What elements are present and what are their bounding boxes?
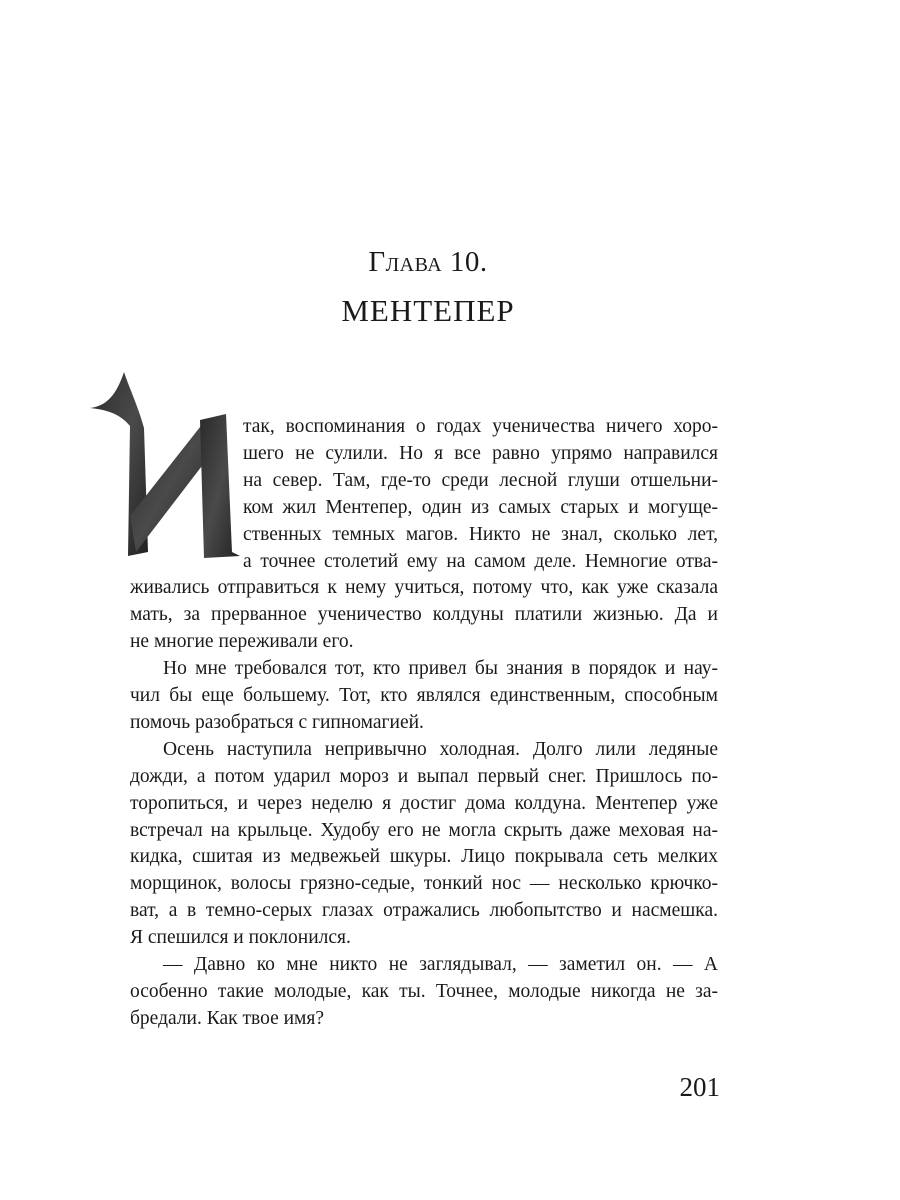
text-line: шего не сулили. Но я все равно упрямо направился — [243, 442, 718, 464]
text-line: Я спешился и поклонился. — [130, 927, 351, 949]
text-line: морщинок, волосы грязно-седые, тонкий нос — несколько крючко- — [130, 873, 718, 895]
text-line: кидка, сшитая из медвежьей шкуры. Лицо покрывала сеть мелких — [130, 846, 718, 868]
text-line: ват, а в темно-серых глазах отражались любопытство и насмешка. — [130, 900, 718, 922]
drop-cap-letter — [86, 366, 246, 566]
text-line: дожди, а потом ударил мороз и выпал первый снег. Пришлось по- — [130, 765, 718, 787]
text-line: живались отправиться к нему учиться, потому что, как уже сказала — [130, 577, 718, 599]
chapter-label: Глава 10. — [368, 246, 488, 278]
text-line: особенно такие молодые, как ты. Точнее, молодые никогда не за- — [130, 980, 718, 1002]
text-line: ком жил Ментепер, один из самых старых и могуще- — [243, 496, 718, 518]
text-line: на север. Там, где-то среди лесной глуши отшельни- — [243, 469, 718, 491]
text-line: не многие переживали его. — [130, 631, 354, 653]
chapter-number — [0, 246, 856, 279]
text-line: а точнее столетий ему на самом деле. Немногие отва- — [243, 550, 718, 572]
text-line: торопиться, и через неделю я достиг дома колдуна. Ментепер уже — [130, 792, 718, 814]
text-line: мать, за прерванное ученичество колдуны платили жизнью. Да и — [130, 604, 718, 626]
text-line: Но мне требовался тот, кто привел бы знания в порядок и нау- — [163, 658, 718, 680]
chapter-title: МЕНТЕПЕР — [341, 293, 515, 328]
page-number: 201 — [679, 1072, 720, 1102]
text-line: чил бы еще большему. Тот, кто являлся единственным, способным — [130, 685, 718, 706]
text-line: так, воспоминания о годах ученичества ничего хоро- — [243, 416, 718, 437]
text-line: бредали. Как твое имя? — [130, 1007, 325, 1029]
text-line: — Давно ко мне никто не заглядывал, — заметил он. — А — [163, 954, 718, 975]
text-line: ственных темных магов. Никто не знал, сколько лет, — [243, 523, 718, 545]
text-line: встречал на крыльце. Худобу его не могла скрыть даже меховая на- — [130, 819, 718, 841]
text-line: помочь разобраться с гипномагией. — [130, 711, 424, 733]
text-line: Осень наступила непривычно холодная. Долго лили ледяные — [163, 738, 718, 760]
